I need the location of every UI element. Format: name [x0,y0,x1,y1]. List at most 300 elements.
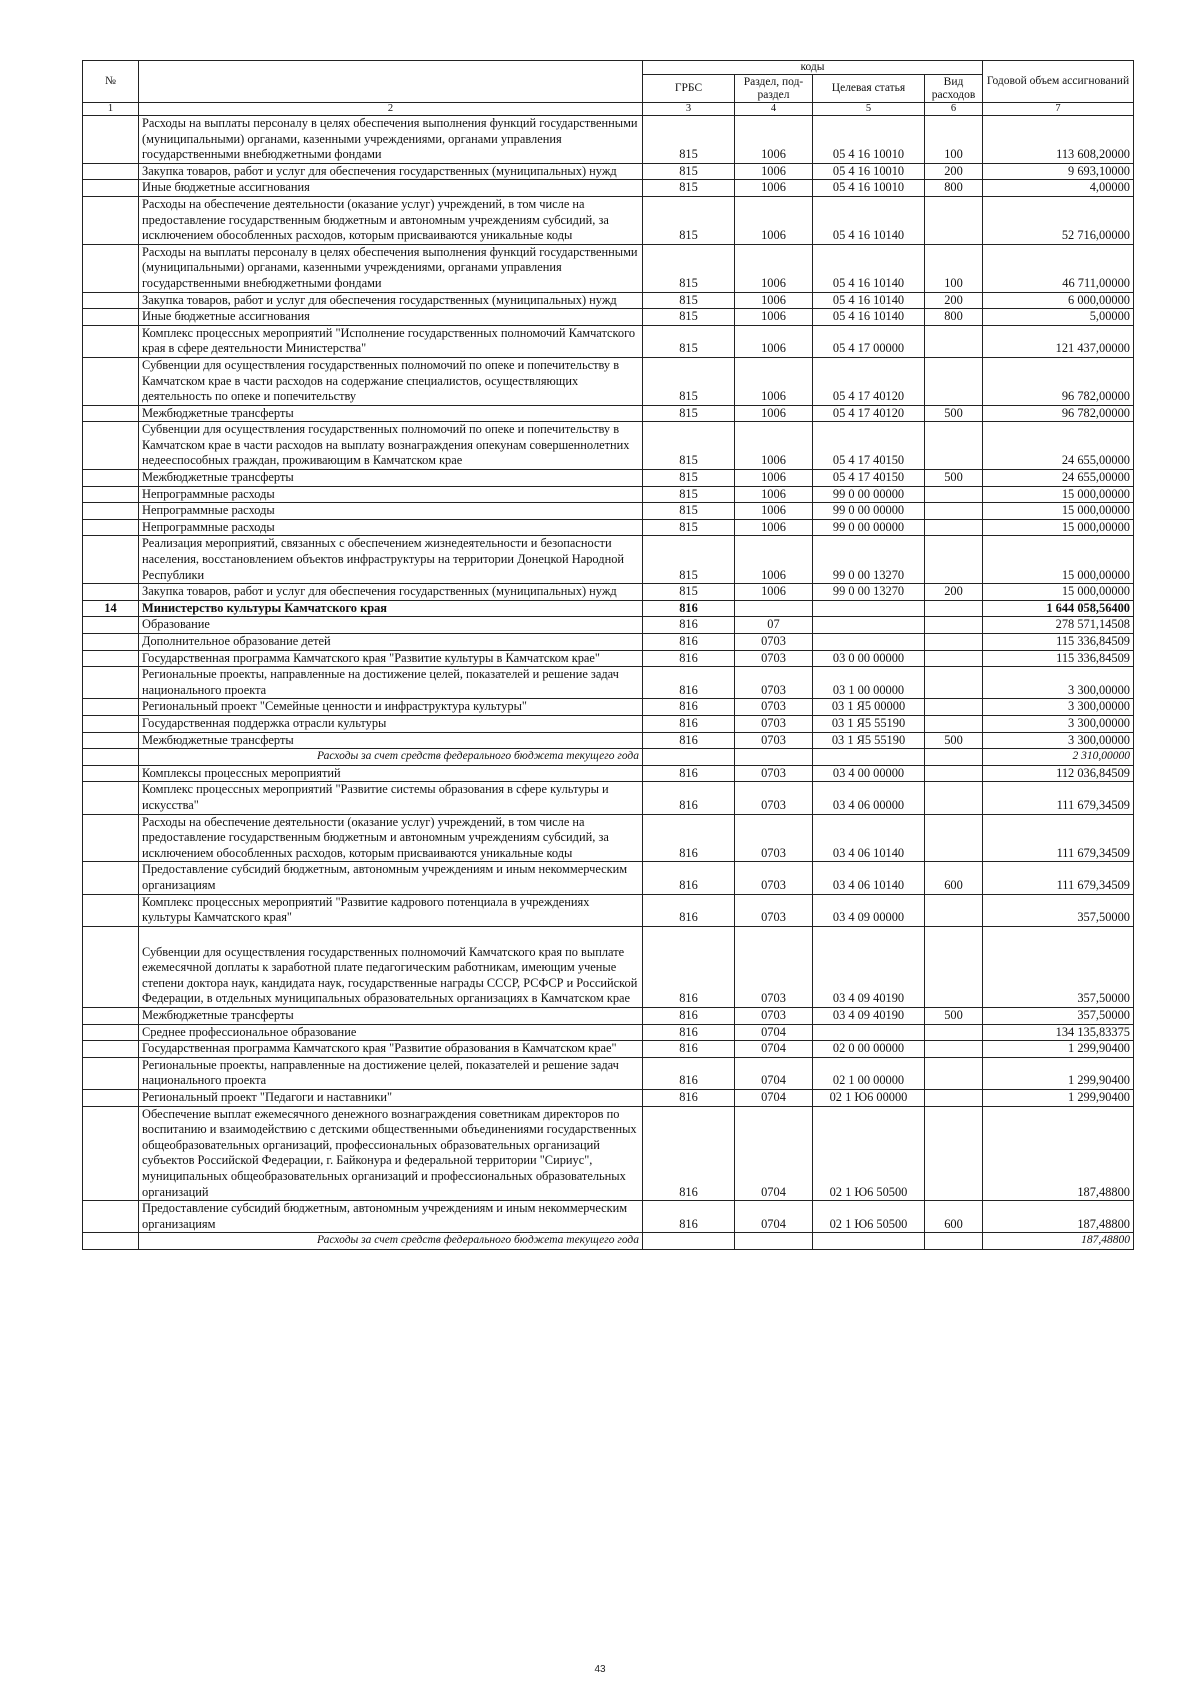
row-target: 05 4 16 10140 [813,244,925,292]
row-section: 1006 [735,325,813,357]
row-grbs: 815 [643,357,735,405]
row-grbs: 816 [643,715,735,732]
col-number: 1 [83,103,139,116]
row-name: Иные бюджетные ассигнования [139,180,643,197]
row-type [925,894,983,926]
table-row [83,667,1134,699]
row-number [83,1057,139,1089]
table-row [83,519,1134,536]
row-amount: 3 300,00000 [983,715,1134,732]
table-row [83,699,1134,716]
table-row [83,405,1134,422]
table-row [83,325,1134,357]
row-grbs: 815 [643,470,735,487]
row-section: 1006 [735,357,813,405]
row-target [813,634,925,651]
row-section: 1006 [735,486,813,503]
row-type [925,519,983,536]
row-type [925,503,983,520]
row-section: 0703 [735,732,813,749]
row-section [735,1233,813,1250]
row-amount: 1 644 058,56400 [983,600,1134,617]
row-name: Непрограммные расходы [139,503,643,520]
row-name: Среднее профессиональное образование [139,1024,643,1041]
row-target: 99 0 00 13270 [813,584,925,601]
col-number: 3 [643,103,735,116]
row-grbs: 815 [643,309,735,326]
row-name: Иные бюджетные ассигнования [139,309,643,326]
row-grbs: 815 [643,422,735,470]
row-name: Расходы за счет средств федерального бюджета текущего года [139,749,643,766]
row-type [925,422,983,470]
row-section: 1006 [735,422,813,470]
table-row [83,782,1134,814]
row-grbs: 815 [643,405,735,422]
row-grbs: 816 [643,1024,735,1041]
row-number [83,1233,139,1250]
row-amount: 111 679,34509 [983,782,1134,814]
table-row [83,732,1134,749]
header-type: Вид расходов [925,75,983,103]
row-section: 0704 [735,1041,813,1058]
row-target: 03 1 Я5 00000 [813,699,925,716]
row-number [83,163,139,180]
row-amount: 96 782,00000 [983,405,1134,422]
row-amount: 112 036,84509 [983,765,1134,782]
row-type [925,617,983,634]
row-name: Расходы на выплаты персоналу в целях обеспечения выполнения функций государственными (муниципальными) органами, казенными учреждениями, органами управления государственными внебюджетными фондами [139,116,643,164]
row-target: 03 4 09 00000 [813,894,925,926]
row-name: Дополнительное образование детей [139,634,643,651]
row-amount: 134 135,83375 [983,1024,1134,1041]
row-section: 1006 [735,309,813,326]
row-grbs: 816 [643,650,735,667]
header-codes: коды [643,61,983,75]
table-row [83,650,1134,667]
row-target: 03 0 00 00000 [813,650,925,667]
header-grbs: ГРБС [643,75,735,103]
table-row [83,814,1134,862]
row-amount: 4,00000 [983,180,1134,197]
row-amount: 357,50000 [983,926,1134,1007]
row-number [83,699,139,716]
row-grbs: 816 [643,894,735,926]
row-section: 1006 [735,519,813,536]
row-grbs: 816 [643,782,735,814]
row-type: 500 [925,405,983,422]
row-type [925,765,983,782]
row-target [813,600,925,617]
row-amount: 15 000,00000 [983,536,1134,584]
row-grbs: 816 [643,699,735,716]
row-number [83,749,139,766]
row-amount: 96 782,00000 [983,357,1134,405]
row-name: Закупка товаров, работ и услуг для обеспечения государственных (муниципальных) нужд [139,163,643,180]
row-type [925,650,983,667]
row-name: Непрограммные расходы [139,486,643,503]
row-target: 05 4 16 10010 [813,180,925,197]
table-row [83,163,1134,180]
row-amount: 15 000,00000 [983,584,1134,601]
row-type [925,1024,983,1041]
row-amount: 357,50000 [983,894,1134,926]
row-amount: 357,50000 [983,1008,1134,1025]
row-grbs: 815 [643,486,735,503]
row-type [925,1057,983,1089]
row-number [83,422,139,470]
row-grbs: 815 [643,325,735,357]
col-number: 4 [735,103,813,116]
row-target: 02 1 Ю6 50500 [813,1201,925,1233]
row-section: 1006 [735,405,813,422]
row-number [83,1008,139,1025]
row-grbs: 816 [643,926,735,1007]
table-row [83,894,1134,926]
row-type [925,600,983,617]
row-name: Министерство культуры Камчатского края [139,600,643,617]
row-section: 0704 [735,1057,813,1089]
row-number [83,634,139,651]
row-amount: 3 300,00000 [983,732,1134,749]
row-section: 1006 [735,503,813,520]
row-number [83,244,139,292]
row-section: 0703 [735,862,813,894]
row-amount: 115 336,84509 [983,634,1134,651]
row-number [83,667,139,699]
row-amount: 15 000,00000 [983,519,1134,536]
table-row [83,536,1134,584]
row-name: Региональный проект "Семейные ценности и инфраструктура культуры" [139,699,643,716]
row-amount: 113 608,20000 [983,116,1134,164]
row-grbs: 816 [643,600,735,617]
row-type: 500 [925,470,983,487]
row-number [83,1024,139,1041]
table-row [83,1008,1134,1025]
row-amount: 2 310,00000 [983,749,1134,766]
row-amount: 187,48800 [983,1233,1134,1250]
table-row [83,617,1134,634]
row-number [83,1106,139,1201]
row-target: 05 4 17 00000 [813,325,925,357]
table-row [83,1106,1134,1201]
row-type: 200 [925,292,983,309]
row-name: Непрограммные расходы [139,519,643,536]
row-target: 05 4 16 10140 [813,292,925,309]
row-grbs: 815 [643,244,735,292]
table-row [83,196,1134,244]
row-name: Региональные проекты, направленные на достижение целей, показателей и решение задач национального проекта [139,1057,643,1089]
header-num: № [83,61,139,103]
row-name: Межбюджетные трансферты [139,470,643,487]
row-number [83,503,139,520]
row-amount: 111 679,34509 [983,814,1134,862]
row-number [83,765,139,782]
row-number [83,862,139,894]
row-grbs: 816 [643,1106,735,1201]
table-row [83,486,1134,503]
row-target [813,1233,925,1250]
row-target [813,749,925,766]
row-section: 1006 [735,180,813,197]
row-amount: 115 336,84509 [983,650,1134,667]
row-target: 03 4 09 40190 [813,1008,925,1025]
column-number-row [83,103,1134,116]
table-row [83,926,1134,1007]
budget-table [82,60,1134,1250]
row-amount: 187,48800 [983,1201,1134,1233]
row-type [925,486,983,503]
col-number: 5 [813,103,925,116]
row-type: 600 [925,1201,983,1233]
table-row [83,309,1134,326]
table-row [83,765,1134,782]
row-number [83,486,139,503]
table-row [83,749,1134,766]
row-type [925,357,983,405]
table-row [83,1041,1134,1058]
row-number [83,357,139,405]
row-name: Закупка товаров, работ и услуг для обеспечения государственных (муниципальных) нужд [139,584,643,601]
budget-sheet [82,60,1133,1250]
row-section: 0703 [735,634,813,651]
table-row [83,862,1134,894]
row-section: 1006 [735,584,813,601]
header-name [139,61,643,103]
row-amount: 111 679,34509 [983,862,1134,894]
row-name: Комплекс процессных мероприятий "Исполнение государственных полномочий Камчатского края в сфере деятельности Министерства" [139,325,643,357]
row-name: Предоставление субсидий бюджетным, автономным учреждениям и иным некоммерческим организациям [139,1201,643,1233]
row-number [83,617,139,634]
row-target: 05 4 17 40120 [813,405,925,422]
table-row [83,715,1134,732]
row-number [83,926,139,1007]
row-name: Комплекс процессных мероприятий "Развитие кадрового потенциала в учреждениях культуры Камчатского края" [139,894,643,926]
row-type [925,814,983,862]
row-name: Государственная программа Камчатского края "Развитие культуры в Камчатском крае" [139,650,643,667]
table-row [83,1233,1134,1250]
row-section: 1006 [735,196,813,244]
row-type [925,1106,983,1201]
table-row [83,1057,1134,1089]
row-target: 05 4 17 40150 [813,470,925,487]
row-target: 03 1 Я5 55190 [813,715,925,732]
row-number [83,1041,139,1058]
row-section: 0703 [735,765,813,782]
row-section: 1006 [735,470,813,487]
row-section: 0704 [735,1106,813,1201]
row-number [83,814,139,862]
row-name: Межбюджетные трансферты [139,732,643,749]
table-row [83,180,1134,197]
row-grbs: 815 [643,163,735,180]
row-target: 02 1 Ю6 00000 [813,1090,925,1107]
row-target: 02 1 00 00000 [813,1057,925,1089]
row-amount: 1 299,90400 [983,1057,1134,1089]
row-grbs: 815 [643,196,735,244]
row-number [83,405,139,422]
col-number: 2 [139,103,643,116]
row-target: 03 1 00 00000 [813,667,925,699]
row-target: 05 4 16 10010 [813,163,925,180]
row-number [83,292,139,309]
col-number: 6 [925,103,983,116]
row-section: 07 [735,617,813,634]
row-grbs: 815 [643,116,735,164]
row-type: 100 [925,116,983,164]
row-number [83,196,139,244]
table-row [83,600,1134,617]
row-type: 200 [925,584,983,601]
row-section: 0703 [735,650,813,667]
row-target: 03 4 06 10140 [813,862,925,894]
row-target: 99 0 00 00000 [813,486,925,503]
row-amount: 24 655,00000 [983,470,1134,487]
row-grbs: 816 [643,634,735,651]
row-amount: 3 300,00000 [983,699,1134,716]
row-type [925,782,983,814]
row-target: 05 4 16 10010 [813,116,925,164]
row-amount: 3 300,00000 [983,667,1134,699]
row-amount: 9 693,10000 [983,163,1134,180]
row-name: Межбюджетные трансферты [139,1008,643,1025]
row-target: 02 0 00 00000 [813,1041,925,1058]
row-amount: 15 000,00000 [983,503,1134,520]
row-number [83,519,139,536]
row-number [83,536,139,584]
row-number [83,584,139,601]
row-section: 0704 [735,1090,813,1107]
row-name: Расходы на обеспечение деятельности (оказание услуг) учреждений, в том числе на предоставление государственным бюджетным и автономным учреждениям субсидий, за исключением обособленных расходов, которым присваиваются уникальные коды [139,814,643,862]
row-type: 800 [925,309,983,326]
row-amount: 5,00000 [983,309,1134,326]
table-body [83,116,1134,1250]
row-section: 1006 [735,244,813,292]
table-row [83,116,1134,164]
row-number [83,732,139,749]
row-type: 200 [925,163,983,180]
row-grbs: 815 [643,519,735,536]
table-row [83,422,1134,470]
row-grbs: 816 [643,1090,735,1107]
row-grbs: 815 [643,536,735,584]
row-type: 500 [925,732,983,749]
row-target: 99 0 00 00000 [813,503,925,520]
row-number [83,715,139,732]
table-row [83,634,1134,651]
row-grbs: 816 [643,1008,735,1025]
row-number [83,1201,139,1233]
row-section: 0703 [735,926,813,1007]
row-type [925,325,983,357]
row-amount: 52 716,00000 [983,196,1134,244]
row-target: 05 4 16 10140 [813,196,925,244]
row-section: 0703 [735,782,813,814]
row-type [925,1041,983,1058]
row-type [925,1090,983,1107]
row-section: 1006 [735,292,813,309]
row-amount: 1 299,90400 [983,1041,1134,1058]
row-type: 500 [925,1008,983,1025]
row-grbs: 816 [643,862,735,894]
row-number [83,325,139,357]
row-type [925,715,983,732]
row-type [925,699,983,716]
row-grbs: 816 [643,1057,735,1089]
row-name: Обеспечение выплат ежемесячного денежного вознаграждения советникам директоров по воспитанию и взаимодействию с детскими общественными объединениями государственных общеобразовательных организаций, профессиональных образовательных организаций субъектов Российской Федерации, г. Байконура и федеральной территории "Сириус", муниципальных общеобразовательных организаций и профессиональных образовательных организаций [139,1106,643,1201]
table-row [83,292,1134,309]
table-row [83,584,1134,601]
row-section: 0703 [735,667,813,699]
row-type [925,634,983,651]
row-grbs: 816 [643,732,735,749]
row-target: 03 4 06 00000 [813,782,925,814]
row-section [735,749,813,766]
page-number: 43 [594,1664,606,1675]
table-row [83,1024,1134,1041]
row-number [83,180,139,197]
row-name: Комплекс процессных мероприятий "Развитие системы образования в сфере культуры и искусства" [139,782,643,814]
table-header [83,61,1134,116]
header-section: Раздел, под-раздел [735,75,813,103]
row-target: 05 4 17 40150 [813,422,925,470]
row-grbs: 815 [643,584,735,601]
row-amount: 121 437,00000 [983,325,1134,357]
row-grbs: 815 [643,292,735,309]
table-row [83,244,1134,292]
row-section: 0704 [735,1201,813,1233]
row-section: 0703 [735,699,813,716]
row-grbs: 816 [643,765,735,782]
row-grbs: 816 [643,617,735,634]
row-grbs: 816 [643,1041,735,1058]
row-grbs: 816 [643,667,735,699]
row-number [83,470,139,487]
row-number [83,650,139,667]
row-section: 0703 [735,814,813,862]
row-name: Субвенции для осуществления государственных полномочий по опеке и попечительству в Камчатском крае в части расходов на выплату вознаграждения опекунам совершеннолетних недееспособных граждан, проживающим в Камчатском крае [139,422,643,470]
row-amount: 1 299,90400 [983,1090,1134,1107]
row-grbs: 816 [643,1201,735,1233]
row-amount: 15 000,00000 [983,486,1134,503]
row-number [83,116,139,164]
header-target: Целевая статья [813,75,925,103]
row-name: Реализация мероприятий, связанных с обеспечением жизнедеятельности и безопасности населения, восстановлением объектов инфраструктуры на территории Донецкой Народной Республики [139,536,643,584]
row-name: Государственная поддержка отрасли культуры [139,715,643,732]
row-section: 0703 [735,1008,813,1025]
row-name: Региональный проект "Педагоги и наставники" [139,1090,643,1107]
row-type [925,926,983,1007]
row-number [83,894,139,926]
row-name: Закупка товаров, работ и услуг для обеспечения государственных (муниципальных) нужд [139,292,643,309]
row-target: 03 4 00 00000 [813,765,925,782]
row-grbs [643,1233,735,1250]
row-amount: 46 711,00000 [983,244,1134,292]
row-name: Расходы за счет средств федерального бюджета текущего года [139,1233,643,1250]
row-target: 05 4 16 10140 [813,309,925,326]
table-row [83,470,1134,487]
row-name: Расходы на выплаты персоналу в целях обеспечения выполнения функций государственными (муниципальными) органами, казенными учреждениями, органами управления государственными внебюджетными фондами [139,244,643,292]
row-name: Предоставление субсидий бюджетным, автономным учреждениям и иным некоммерческим организациям [139,862,643,894]
row-amount: 187,48800 [983,1106,1134,1201]
row-type: 600 [925,862,983,894]
row-section: 1006 [735,116,813,164]
row-name: Субвенции для осуществления государственных полномочий Камчатского края по выплате ежемесячной доплаты к заработной плате педагогическим работникам, имеющим ученые степени доктора наук, кандидата наук, государственные награды СССР, РСФСР и Российской Федерации, в отдельных муниципальных образовательных организациях в Камчатском крае [139,926,643,1007]
row-number: 14 [83,600,139,617]
row-number [83,1090,139,1107]
row-target: 05 4 17 40120 [813,357,925,405]
row-amount: 6 000,00000 [983,292,1134,309]
row-type: 100 [925,244,983,292]
